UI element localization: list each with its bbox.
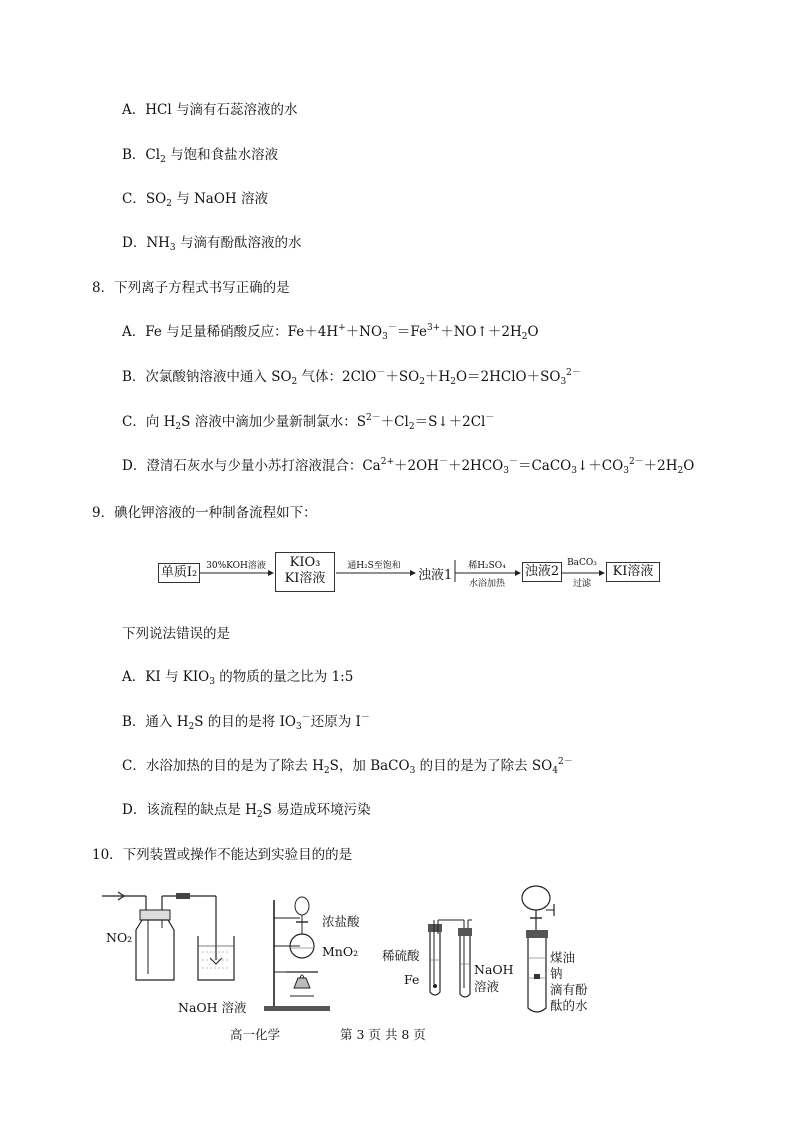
dilute-h2so4-label: 稀硫酸 [382, 948, 420, 963]
flow-end-box: KI溶液 [606, 562, 660, 582]
q9-option-d [122, 801, 371, 819]
flow-arrow-2 [336, 570, 416, 578]
phenolphthalein-line2: 酞的水 [550, 998, 588, 1013]
subscript: 3 [382, 332, 388, 342]
option-letter: D． [122, 458, 147, 474]
superscript: 2－ [365, 413, 381, 423]
text-run: NH [146, 235, 170, 251]
subscript: 3 [571, 466, 577, 476]
mno2-label: MnO₂ [322, 944, 359, 959]
q7-option-b [122, 146, 278, 164]
q10-stem-text: 下列装置或操作不能达到实验目的的是 [122, 847, 353, 863]
subscript: 2 [521, 332, 528, 342]
q8-option-a [122, 323, 539, 341]
option-letter: C． [122, 191, 146, 207]
no2-label: NO₂ [106, 930, 133, 945]
subscript: 2 [408, 422, 415, 432]
text-run: HCl 与滴有石蕊溶液的水 [145, 102, 298, 118]
fe-label: Fe [404, 972, 420, 987]
q8-option-d [122, 457, 694, 475]
superscript: － [438, 457, 448, 467]
subscript: 2 [175, 422, 182, 432]
q8-option-b [122, 368, 581, 386]
text-run: 与滴有酚酞溶液的水 [175, 235, 302, 251]
text-run: 通入 H [145, 714, 189, 730]
option-letter: C． [122, 414, 146, 430]
subscript: 3 [209, 677, 215, 687]
text-run: S，加 BaCO [329, 758, 410, 774]
superscript: － [508, 457, 518, 467]
superscript: － [485, 413, 495, 423]
text-run: 的目的是为了除去 SO [415, 758, 553, 774]
q9-option-c [122, 757, 573, 775]
superscript: － [376, 368, 386, 378]
apparatus-fe-hydroxide [382, 880, 512, 1020]
q9-option-b [122, 713, 370, 731]
superscript: － [360, 713, 370, 723]
superscript: 2－ [566, 368, 581, 378]
superscript: － [301, 713, 311, 723]
text-run: O [527, 324, 539, 340]
option-letter: B． [122, 369, 146, 385]
footer-page-number: 第 3 页 共 8 页 [340, 1027, 426, 1042]
option-letter: D． [122, 235, 147, 251]
flow-turbid-1: 浊液1 [418, 568, 453, 583]
flow-step3-bottom: 水浴加热 [468, 579, 505, 589]
text-run: ↓＋CO [576, 458, 624, 474]
q7-option-a [122, 101, 297, 119]
q9-number: 9． [92, 505, 115, 521]
flow-box1-line2: KI溶液 [284, 571, 326, 586]
sodium-label: 钠 [550, 966, 563, 981]
option-letter: A． [122, 669, 146, 685]
text-run: ＋Cl [380, 414, 409, 430]
option-letter: A． [122, 324, 146, 340]
text-run: ＋NO [345, 324, 383, 340]
conc-hcl-label: 浓盐酸 [322, 914, 360, 929]
text-run: ＝CaCO [517, 458, 572, 474]
flow-arrow-1 [200, 570, 274, 578]
q8-option-c [122, 413, 494, 431]
q9-stem-text: 碘化钾溶液的一种制备流程如下： [114, 505, 317, 521]
text-run: S 易造成环境污染 [262, 802, 371, 818]
apparatus-no2-absorption [98, 880, 247, 1020]
option-letter: D． [122, 802, 147, 818]
subscript: 2 [256, 810, 263, 820]
text-run: 与 NaOH 溶液 [171, 191, 268, 207]
flow-start-box: 单质I₂ [158, 563, 200, 583]
q9-sub-stem: 下列说法错误的是 [122, 626, 230, 642]
footer-subject: 高一化学 [230, 1027, 281, 1042]
q10-number: 10． [92, 847, 123, 863]
flow-step1-label: 30%KOH溶液 [206, 561, 266, 571]
superscript: 2－ [628, 457, 644, 467]
text-run: ＋2HCO [447, 458, 504, 474]
subscript: 2 [188, 722, 195, 732]
subscript: 2 [323, 766, 330, 776]
text-run: Cl [145, 147, 161, 163]
text-run: 气体：2ClO [297, 369, 377, 385]
subscript: 3 [623, 466, 629, 476]
q8-number: 8． [92, 280, 115, 296]
q10-stem [92, 846, 352, 864]
option-letter: C． [122, 758, 146, 774]
subscript: 2 [166, 199, 172, 209]
naoh-solution-label: NaOH 溶液 [178, 1000, 247, 1015]
apparatus-chlorine-generator [262, 880, 382, 1020]
text-run: 澄清石灰水与少量小苏打溶液混合：Ca [146, 458, 381, 474]
text-run: 与饱和食盐水溶液 [165, 147, 279, 163]
subscript: 3 [295, 722, 302, 732]
option-letter: B． [122, 714, 146, 730]
q9-stem [92, 504, 317, 522]
kerosene-label: 煤油 [550, 950, 576, 965]
text-run: ＋SO [385, 369, 420, 385]
q9-flow-diagram [150, 552, 670, 602]
superscript: + [338, 323, 346, 333]
text-run: ＋NO↑＋2H [440, 324, 522, 340]
text-run: 该流程的缺点是 H [146, 802, 257, 818]
text-run: Fe 与足量稀硝酸反应：Fe＋4H [145, 324, 339, 340]
subscript: 2 [450, 377, 456, 387]
flow-step4-top: BaCO₃ [567, 558, 597, 568]
text-run: ＝Fe [396, 324, 427, 340]
subscript: 3 [560, 377, 567, 387]
text-run: ＋2OH [394, 458, 439, 474]
subscript: 2 [291, 377, 298, 387]
superscript: 2+ [380, 457, 394, 467]
text-run: SO [145, 191, 167, 207]
q8-stem-text: 下列离子方程式书写正确的是 [114, 280, 290, 296]
text-run: ＋2H [643, 458, 678, 474]
superscript: 3+ [426, 323, 441, 333]
q7-option-c [122, 190, 268, 208]
text-run: 水浴加热的目的是为了除去 H [145, 758, 324, 774]
text-run: O＝2HClO＋SO [455, 369, 561, 385]
text-run: 向 H [145, 414, 176, 430]
superscript: 2－ [557, 757, 573, 767]
solution-label: 溶液 [474, 979, 500, 994]
text-run: S 的目的是将 IO [194, 714, 296, 730]
subscript: 4 [552, 766, 558, 776]
subscript: 2 [419, 377, 425, 387]
flow-box-kio3-ki [275, 552, 335, 592]
superscript: － [387, 323, 397, 333]
subscript: 3 [169, 243, 176, 253]
apparatus-sodium-reaction [508, 882, 618, 1022]
phenolphthalein-line1: 滴有酚 [550, 982, 588, 997]
flow-step3-top: 稀H₂SO₄ [468, 561, 506, 571]
flow-step4-bottom: 过滤 [572, 579, 591, 589]
q8-stem [92, 279, 290, 297]
subscript: 3 [503, 466, 509, 476]
text-run: 的物质的量之比为 1:5 [214, 669, 354, 685]
q7-option-d [122, 234, 301, 252]
text-run: KI 与 KIO [145, 669, 210, 685]
subscript: 2 [677, 466, 684, 476]
text-run: O [683, 458, 695, 474]
option-letter: B． [122, 147, 146, 163]
text-run: ＝S↓＋2Cl [414, 414, 486, 430]
text-run: 还原为 I [310, 714, 361, 730]
flow-box1-line1: KIO₃ [289, 555, 321, 570]
flow-box-turbid-2: 浊液2 [522, 562, 562, 582]
naoh-label: NaOH [474, 962, 514, 977]
subscript: 3 [409, 766, 416, 776]
flow-step2-label: 通H₂S至饱和 [347, 561, 401, 571]
text-run: 次氯酸钠溶液中通入 SO [145, 369, 292, 385]
option-letter: A． [122, 102, 146, 118]
q9-option-a [122, 668, 353, 686]
text-run: ＋H [424, 369, 451, 385]
subscript: 2 [160, 155, 166, 165]
text-run: S 溶液中滴加少量新制氯水：S [181, 414, 366, 430]
